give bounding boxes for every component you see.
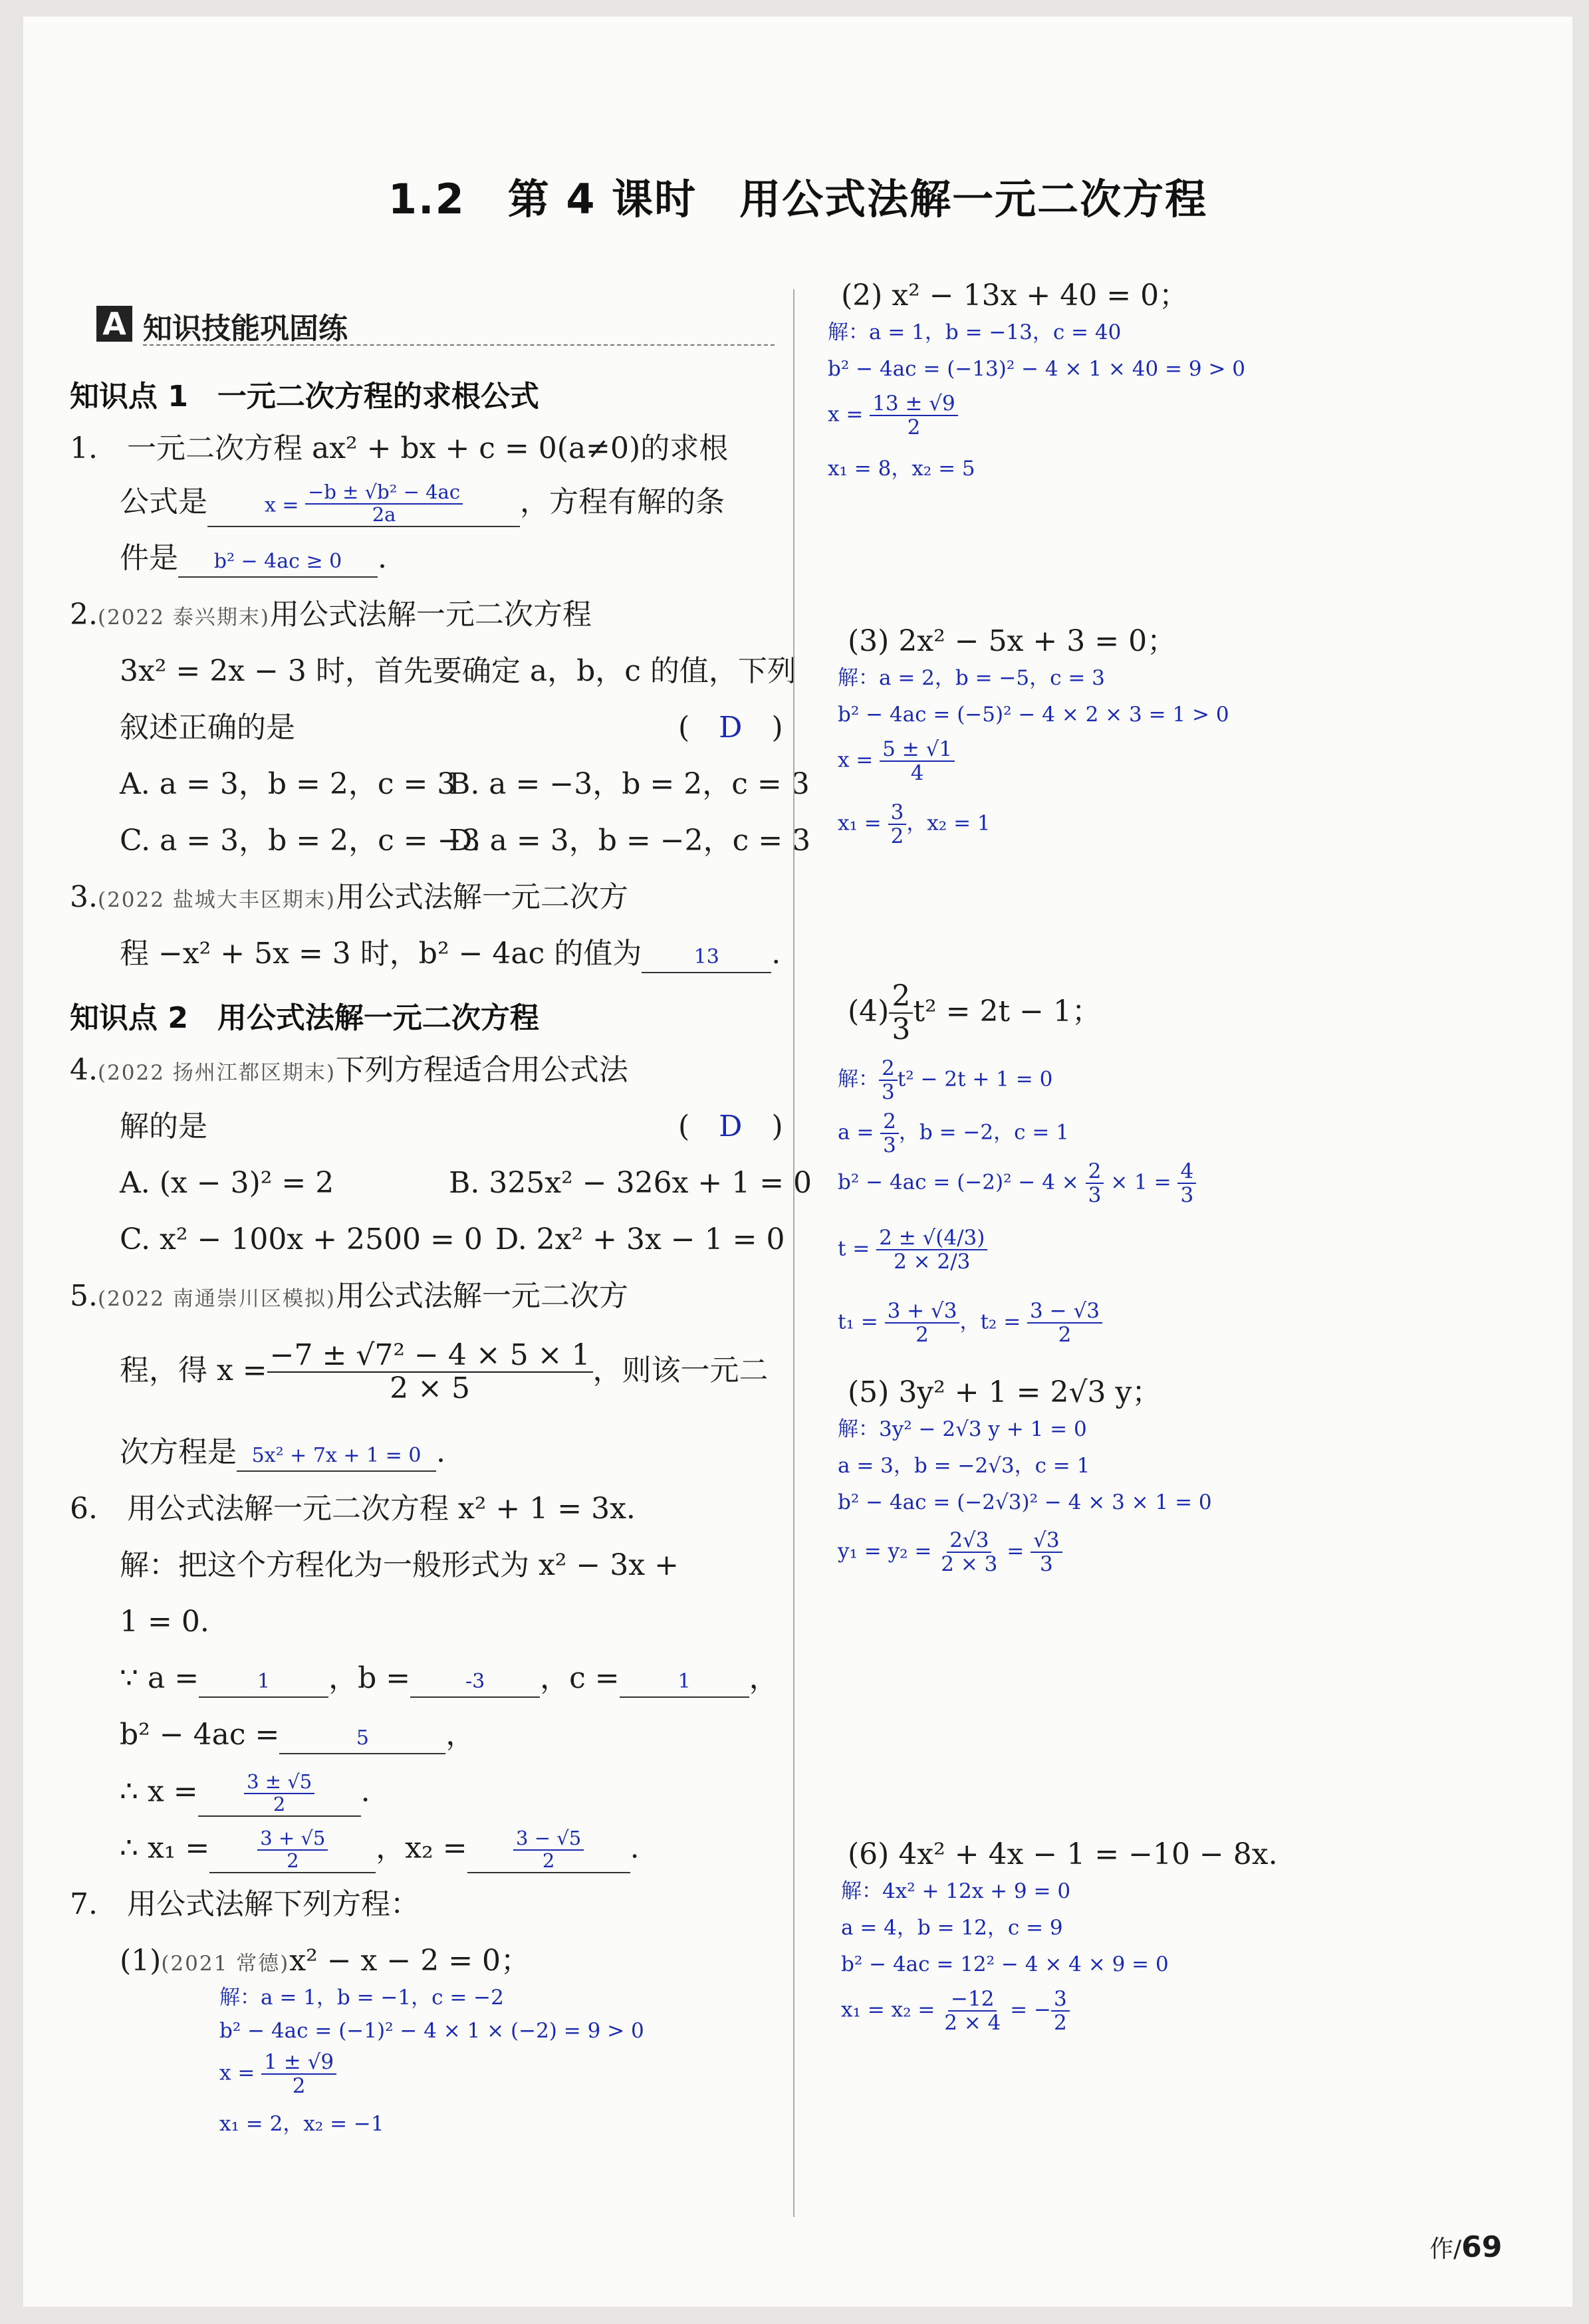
q1-line3 xyxy=(120,538,387,578)
q7-p4-s3-frac xyxy=(1086,1160,1104,1207)
q7-p4-s3-result xyxy=(1177,1160,1196,1207)
page-footer xyxy=(1429,2230,1502,2264)
q6-x1-den: 2 xyxy=(287,1849,299,1872)
q4-option-b: B. 325x² − 326x + 1 = 0 xyxy=(449,1166,812,1200)
q7-line1: 7. 用公式法解下列方程： xyxy=(70,1887,420,1921)
q7-p3-s3-den: 4 xyxy=(910,761,924,786)
q7-p6-step3: b² − 4ac = 12² − 4 × 4 × 9 = 0 xyxy=(841,1952,1169,1976)
q7-p3-step3 xyxy=(838,738,955,784)
q1-formula-frac xyxy=(305,482,463,526)
q6-comma2: ， xyxy=(445,1718,475,1752)
q7-p4-s1-b: t² − 2t + 1 = 0 xyxy=(897,1067,1053,1092)
q7-p6-s4-eq: = − xyxy=(1003,1998,1051,2022)
q7-p3-s4-den: 2 xyxy=(890,824,904,849)
q2-line2: 3x² = 2x − 3 时，首先要确定 a，b，c 的值，下列 xyxy=(120,654,796,688)
q6-x2-den: 2 xyxy=(542,1849,555,1872)
q4-line1 xyxy=(70,1050,628,1093)
q6-x-frac xyxy=(244,1772,314,1815)
section-divider xyxy=(143,344,775,346)
q6-c-label: ，c = xyxy=(540,1661,620,1695)
q6-line3: 1 = 0. xyxy=(120,1605,209,1639)
footer-label: 作/ xyxy=(1429,2236,1462,2263)
q7-p3-s3-num: 5 ± √1 xyxy=(880,738,955,762)
q7-p1-eq: x² − x − 2 = 0； xyxy=(289,1944,531,1978)
q4-answer: D xyxy=(719,1109,743,1143)
section-label: 知识技能巩固练 xyxy=(143,312,348,346)
q7-p5-s4-num2: √3 xyxy=(1031,1529,1062,1553)
q1-line2 xyxy=(120,482,725,527)
q7-p4-step3 xyxy=(838,1160,1196,1207)
q6-comma1: ， xyxy=(749,1661,779,1695)
q7-p6-s4-den1: 2 × 4 xyxy=(944,2011,1001,2035)
q7-p6-s4-a: x₁ = x₂ = xyxy=(841,1998,942,2022)
q5-line1 xyxy=(70,1276,628,1319)
q7-p4-s5-frac1 xyxy=(885,1300,960,1346)
q7-p3-s4-a: x₁ = xyxy=(838,811,888,836)
q7-p4-s3-r-den: 3 xyxy=(1180,1183,1194,1208)
q1-formula-den: 2a xyxy=(372,503,396,526)
q7-p5-s4-den2: 3 xyxy=(1039,1552,1053,1577)
q7-p2-step1: 解：a = 1，b = −13，c = 40 xyxy=(828,320,1122,344)
q4-answer-paren: ( D ) xyxy=(678,1109,783,1143)
q6-period2: . xyxy=(630,1831,640,1865)
q7-p4-coef xyxy=(889,981,913,1046)
q5-num: 5. xyxy=(70,1279,98,1313)
q7-p6-s4-frac1 xyxy=(941,1988,1003,2034)
q7-p4-s5-den1: 2 xyxy=(916,1323,929,1347)
q7-p6-eq: (6) 4x² + 4x − 1 = −10 − 8x. xyxy=(848,1837,1278,1871)
q4-stem: 下列方程适合用公式法 xyxy=(335,1053,628,1087)
q7-p1-step1: 解：a = 1，b = −1，c = −2 xyxy=(219,1986,504,2010)
q7-p4-label: (4) xyxy=(848,994,890,1028)
q7-p5-step3: b² − 4ac = (−2√3)² − 4 × 3 × 1 = 0 xyxy=(838,1490,1212,1514)
q2-num: 2. xyxy=(70,598,98,632)
q2-stem: 用公式法解一元二次方程 xyxy=(269,598,592,632)
q7-p4-s1-den: 3 xyxy=(882,1080,895,1105)
q7-p5-step4 xyxy=(838,1529,1062,1575)
q7-p5-eq: (5) 3y² + 1 = 2√3 y； xyxy=(848,1375,1161,1409)
section-badge: A xyxy=(96,306,132,342)
q5-stem: 用公式法解一元二次方 xyxy=(335,1279,628,1313)
q4-num: 4. xyxy=(70,1053,98,1087)
q6-x2-num: 3 − √5 xyxy=(513,1828,584,1851)
q7-p4-step5 xyxy=(838,1300,1102,1346)
q7-p5-step1: 解：3y² − 2√3 y + 1 = 0 xyxy=(838,1417,1087,1441)
q7-p4-s5-num2: 3 − √3 xyxy=(1027,1300,1102,1324)
q7-p4-s2-a: a = xyxy=(838,1120,881,1145)
q2-line1 xyxy=(70,595,592,638)
q6-period1: . xyxy=(360,1774,370,1809)
q6-x2-frac xyxy=(513,1828,584,1872)
q1-line1: 1. 一元二次方程 ax² + bx + c = 0(a≠0)的求根 xyxy=(70,431,729,465)
section-header xyxy=(70,299,781,346)
q7-p4-s4-frac xyxy=(876,1226,987,1273)
q6-x xyxy=(120,1772,370,1817)
q1-period: . xyxy=(378,541,387,575)
q6-x-num: 3 ± √5 xyxy=(244,1772,314,1794)
page-title: 1.2 第 4 课时 用公式法解一元二次方程 xyxy=(388,175,1208,223)
q7-p4-step1 xyxy=(838,1057,1052,1104)
q2-option-a: A. a = 3，b = 2，c = 3 xyxy=(120,767,456,801)
q7-p4-s3-b: × 1 = xyxy=(1104,1170,1178,1195)
q5-line3a: 次方程是 xyxy=(120,1435,237,1469)
q3-source: (2022 盐城大丰区期末) xyxy=(97,888,336,912)
q2-option-b: B. a = −3，b = 2，c = 3 xyxy=(449,767,810,801)
q6-roots xyxy=(120,1828,640,1873)
q7-p6-s4-frac2 xyxy=(1051,1988,1070,2034)
q5-fraction xyxy=(267,1339,593,1405)
q7-p3-step1: 解：a = 2，b = −5，c = 3 xyxy=(838,666,1105,690)
q7-p3-step4 xyxy=(838,801,991,848)
q7-p6-step2: a = 4，b = 12，c = 9 xyxy=(841,1916,1063,1940)
q6-b-label: ，b = xyxy=(328,1661,411,1695)
q7-p2-s3-frac xyxy=(870,392,958,439)
q1-formula-num: −b ± √b² − 4ac xyxy=(305,482,463,505)
q1-condition-answer: b² − 4ac ≥ 0 xyxy=(213,550,342,573)
q6-x2-label: ，x₂ = xyxy=(376,1831,467,1865)
q7-p2-s3-lhs: x = xyxy=(828,402,870,427)
q7-p1-s3-frac xyxy=(261,2051,336,2097)
q7-p5-s4-eq: = xyxy=(1000,1539,1031,1564)
q3-period: . xyxy=(771,937,781,971)
q7-p5-step2: a = 3，b = −2√3，c = 1 xyxy=(838,1454,1090,1478)
q6-x-den: 2 xyxy=(273,1792,286,1815)
q7-p1-s3-lhs: x = xyxy=(219,2061,262,2085)
q5-answer: 5x² + 7x + 1 = 0 xyxy=(251,1444,422,1467)
q7-p6-step4 xyxy=(841,1988,1070,2034)
q2-answer: D xyxy=(719,711,743,745)
q7-p1-s3-den: 2 xyxy=(292,2074,306,2099)
q7-p4-s5-den2: 2 xyxy=(1058,1323,1072,1347)
q7-p4-s3-den: 3 xyxy=(1088,1183,1102,1208)
q4-option-d: D. 2x² + 3x − 1 = 0 xyxy=(495,1222,785,1256)
q4-line2: 解的是 xyxy=(120,1109,207,1143)
q7-p2-s3-num: 13 ± √9 xyxy=(870,392,958,416)
q6-line2: 解：把这个方程化为一般形式为 x² − 3x + xyxy=(120,1548,679,1582)
q7-p3-s4-frac xyxy=(888,801,907,848)
q7-p5-s4-a: y₁ = y₂ = xyxy=(838,1539,939,1564)
q7-p4-eq xyxy=(848,981,1101,1046)
q7-p3-s3-lhs: x = xyxy=(838,748,880,772)
q6-x1-label: ∴ x₁ = xyxy=(120,1831,210,1865)
q6-disc-answer: 5 xyxy=(356,1726,369,1750)
q2-source: (2022 泰兴期末) xyxy=(97,606,270,630)
q7-p3-eq: (3) 2x² − 5x + 3 = 0； xyxy=(848,624,1177,658)
q7-p4-coef-num: 2 xyxy=(889,981,913,1014)
q7-p4-s3-a: b² − 4ac = (−2)² − 4 × xyxy=(838,1170,1086,1195)
q5-line2b: ，则该一元二 xyxy=(592,1353,769,1387)
q6-since: ∵ a = xyxy=(120,1661,199,1695)
q1-formula-blank xyxy=(207,482,520,527)
q6-disc-label: b² − 4ac = xyxy=(120,1718,280,1752)
q6-x-label: ∴ x = xyxy=(120,1774,198,1809)
q7-p5-s4-num1: 2√3 xyxy=(947,1529,991,1553)
q7-p4-s5-b: ，t₂ = xyxy=(959,1310,1028,1334)
q6-coefficients xyxy=(120,1659,779,1698)
q7-p3-step2: b² − 4ac = (−5)² − 4 × 2 × 3 = 1 > 0 xyxy=(838,703,1229,727)
q7-p3-s3-frac xyxy=(880,738,955,784)
worksheet-page xyxy=(23,17,1572,2307)
q7-p4-s1-num: 2 xyxy=(879,1057,898,1081)
q2-option-c: C. a = 3，b = 2，c = −3 xyxy=(120,824,481,858)
q1-formula-lhs: x = xyxy=(264,493,306,517)
q4-option-a: A. (x − 3)² = 2 xyxy=(120,1166,334,1200)
q6-x1-frac xyxy=(257,1828,328,1872)
q3-answer: 13 xyxy=(693,945,719,969)
q6-b-answer: -3 xyxy=(465,1670,485,1693)
q7-p1-s3-num: 1 ± √9 xyxy=(261,2051,336,2075)
q7-p4-s2-frac xyxy=(880,1110,899,1157)
q6-discriminant xyxy=(120,1715,475,1755)
q4-source: (2022 扬州江都区期末) xyxy=(97,1061,336,1085)
q7-p3-s4-b: ，x₂ = 1 xyxy=(906,811,991,836)
q7-part1 xyxy=(120,1941,530,1984)
q7-p1-step2: b² − 4ac = (−1)² − 4 × 1 × (−2) = 9 > 0 xyxy=(219,2019,644,2043)
q7-p6-step1: 解：4x² + 12x + 9 = 0 xyxy=(841,1879,1071,1903)
q7-p2-s3-den: 2 xyxy=(907,415,921,440)
q7-p4-s5-num1: 3 + √3 xyxy=(885,1300,960,1324)
q2-option-d: D. a = 3，b = −2，c = 3 xyxy=(449,824,811,858)
q2-line3: 叙述正确的是 xyxy=(120,711,295,745)
q3-line2a: 程 −x² + 5x = 3 时，b² − 4ac 的值为 xyxy=(120,937,642,971)
q5-source: (2022 南通崇川区模拟) xyxy=(97,1287,336,1311)
q2-answer-paren: ( D ) xyxy=(678,711,783,745)
q7-p1-label: (1) xyxy=(120,1944,162,1978)
q7-p4-s2-num: 2 xyxy=(880,1110,899,1134)
q6-x1-num: 3 + √5 xyxy=(257,1828,328,1851)
q6-a-answer: 1 xyxy=(257,1670,271,1693)
q7-p5-s4-frac1 xyxy=(938,1529,1000,1575)
q7-p4-s1-frac xyxy=(879,1057,898,1104)
q7-p2-step3 xyxy=(828,392,958,439)
q7-p6-s4-num2: 3 xyxy=(1051,1988,1070,2012)
q7-p4-s2-den: 3 xyxy=(883,1133,896,1158)
q5-line2a: 程，得 x = xyxy=(120,1353,267,1387)
q7-p4-s1-a: 解： xyxy=(838,1067,879,1092)
q7-p2-step4: x₁ = 8，x₂ = 5 xyxy=(828,457,975,481)
q3-stem: 用公式法解一元二次方 xyxy=(335,880,628,914)
q7-p6-s4-num1: −12 xyxy=(948,1988,997,2012)
q7-p1-step3 xyxy=(219,2051,336,2097)
q1-line3a: 件是 xyxy=(120,541,178,575)
q7-p4-s2-b: ，b = −2，c = 1 xyxy=(898,1120,1069,1145)
q6-c-answer: 1 xyxy=(677,1670,691,1693)
q7-p4-s5-a: t₁ = xyxy=(838,1310,885,1334)
knowledge-point-1: 知识点 1 一元二次方程的求根公式 xyxy=(70,380,539,413)
q7-p4-step2 xyxy=(838,1110,1069,1157)
q1-line2b: ，方程有解的条 xyxy=(520,485,725,519)
q7-p1-step4: x₁ = 2，x₂ = −1 xyxy=(219,2112,384,2136)
q3-line1 xyxy=(70,877,628,920)
q7-p1-source: (2021 常德) xyxy=(161,1952,290,1976)
q5-line2 xyxy=(120,1339,769,1405)
page-number: 69 xyxy=(1461,2230,1503,2264)
q7-p5-s4-den1: 2 × 3 xyxy=(941,1552,998,1577)
q6-line1: 6. 用公式法解一元二次方程 x² + 1 = 3x. xyxy=(70,1492,636,1526)
q7-p4-s3-r-num: 4 xyxy=(1177,1160,1196,1184)
q7-p4-eq-rest: t² = 2t − 1； xyxy=(913,994,1101,1028)
q7-p4-s4-lhs: t = xyxy=(838,1236,877,1261)
q5-period: . xyxy=(436,1435,445,1469)
q7-p6-s4-den2: 2 xyxy=(1054,2011,1067,2035)
q7-p4-s3-num: 2 xyxy=(1086,1160,1104,1184)
q4-option-c: C. x² − 100x + 2500 = 0 xyxy=(120,1222,483,1256)
q7-p4-s5-frac2 xyxy=(1027,1300,1102,1346)
knowledge-point-2: 知识点 2 用公式法解一元二次方程 xyxy=(70,1001,539,1035)
q5-frac-num: −7 ± √7² − 4 × 5 × 1 xyxy=(267,1339,593,1373)
q7-p4-s4-den: 2 × 2/3 xyxy=(894,1250,971,1274)
q5-frac-den: 2 × 5 xyxy=(390,1371,470,1406)
q7-p2-eq: (2) x² − 13x + 40 = 0； xyxy=(841,279,1189,312)
column-divider xyxy=(793,289,794,2217)
q1-line2a: 公式是 xyxy=(120,485,207,519)
q7-p4-coef-den: 3 xyxy=(892,1012,911,1047)
q5-line3 xyxy=(120,1433,445,1472)
q3-line2 xyxy=(120,934,781,974)
q3-num: 3. xyxy=(70,880,98,914)
q7-p3-s4-num: 3 xyxy=(888,801,907,825)
q7-p2-step2: b² − 4ac = (−13)² − 4 × 1 × 40 = 9 > 0 xyxy=(828,357,1245,381)
q7-p4-step4 xyxy=(838,1226,987,1273)
q7-p5-s4-frac2 xyxy=(1031,1529,1062,1575)
q7-p4-s4-num: 2 ± √(4/3) xyxy=(876,1226,987,1250)
